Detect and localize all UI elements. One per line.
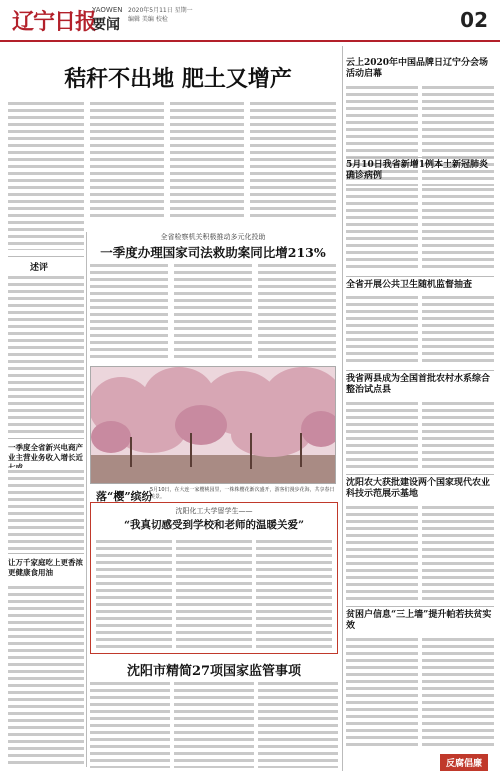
- sidebar-agri-title: 我省两县成为全国首批农村水系综合整治试点县: [346, 374, 491, 395]
- lead-text-col-2: [90, 100, 164, 218]
- issue-credits: 编辑 美编 校检: [128, 16, 168, 23]
- divider: [8, 553, 84, 554]
- sidebar-tech-text-1: [346, 504, 418, 602]
- judicial-kicker: 全省检察机关积极推动多元化投助: [160, 233, 266, 241]
- feature-text-1: [96, 538, 172, 648]
- sidebar-covid-text-2: [422, 186, 494, 272]
- feature-text-3: [256, 538, 332, 648]
- issue-info: [128, 6, 193, 24]
- sidebar-agri-text-2: [422, 400, 494, 470]
- issue-date: 2020年5月11日 星期一: [128, 7, 193, 14]
- lead-text-col-3: [170, 100, 244, 218]
- bottom-text-1: [90, 680, 170, 768]
- commentary-heading: 述评: [30, 263, 49, 273]
- judicial-text-1: [90, 262, 168, 362]
- divider: [8, 438, 84, 439]
- cherry-blossom-photo: [90, 366, 336, 484]
- sidebar-top-text-2: [422, 84, 494, 202]
- bottom-text-3: [258, 680, 338, 768]
- sidebar-bid-text-1: [346, 294, 418, 366]
- bottom-left-text-b: [8, 584, 84, 764]
- section-cn: 要闻: [92, 17, 120, 33]
- sidebar-bid-title: 全省开展公共卫生随机监督抽查: [346, 280, 473, 290]
- bottom-left-title-b: 让万千家庭吃上更香浓更健康食用油: [8, 558, 83, 577]
- section-label: [92, 6, 123, 34]
- sidebar-top-text-1: [346, 84, 418, 202]
- divider: [8, 256, 84, 257]
- anti-corruption-tag: 反腐倡廉: [440, 754, 488, 771]
- section-en: YAOWEN: [92, 6, 123, 14]
- judicial-headline: 一季度办理国家司法救助案同比增213%: [100, 245, 326, 260]
- masthead: [0, 0, 500, 42]
- sidebar-tech-title: 沈阳农大获批建设两个国家现代农业科技示范展示基地: [346, 478, 491, 499]
- lead-text-col-4: [250, 100, 336, 218]
- sidebar-tech-text-2: [422, 504, 494, 602]
- page-number: 02: [460, 8, 488, 32]
- sidebar-poverty-title: 贫困户信息“三上墙”提升帕若扶贫实效: [346, 610, 492, 631]
- sidebar-covid-text-1: [346, 186, 418, 272]
- sidebar-top-title: 云上2020年中国品牌日辽宁分会场活动启幕: [346, 58, 489, 79]
- sidebar-bid-text-2: [422, 294, 494, 366]
- column-rule: [86, 232, 87, 767]
- divider: [346, 370, 494, 371]
- divider: [346, 474, 494, 475]
- sidebar-poverty-text-2: [422, 636, 494, 746]
- sidebar-covid-title: 5月10日我省新增1例本土新冠肺炎确诊病例: [346, 160, 489, 181]
- bottom-text-2: [174, 680, 254, 768]
- sidebar-agri-text-1: [346, 400, 418, 470]
- bottom-left-title-a: 一季度全省新兴电商产业主营业务收入增长近: [8, 443, 83, 462]
- divider: [346, 276, 494, 277]
- judicial-text-3: [258, 262, 336, 362]
- lead-text-col-1: [8, 100, 84, 250]
- feature-kicker: 沈阳化工大学留学生——: [175, 507, 253, 515]
- photo-caption: 5月10日，在大连一家樱桃园里，一株株樱花渐次盛开，游客们漫步花海，共享春日美景。: [150, 487, 335, 500]
- newspaper-logo: 辽宁日报: [12, 9, 97, 35]
- bottom-headline: 沈阳市精简27项国家监管事项: [126, 664, 302, 679]
- divider: [346, 606, 494, 607]
- divider: [346, 157, 494, 158]
- lead-headline: 秸秆不出地 肥土又增产: [64, 66, 292, 92]
- commentary-text: [8, 274, 84, 434]
- column-rule: [342, 46, 343, 771]
- sidebar-poverty-text-1: [346, 636, 418, 746]
- photo-headline: 落“樱”缤纷: [96, 490, 153, 503]
- judicial-text-2: [174, 262, 252, 362]
- feature-headline: “我真切感受到学校和老师的温暖关爱”: [123, 519, 305, 531]
- feature-text-2: [176, 538, 252, 648]
- bottom-left-text-a: [8, 468, 84, 550]
